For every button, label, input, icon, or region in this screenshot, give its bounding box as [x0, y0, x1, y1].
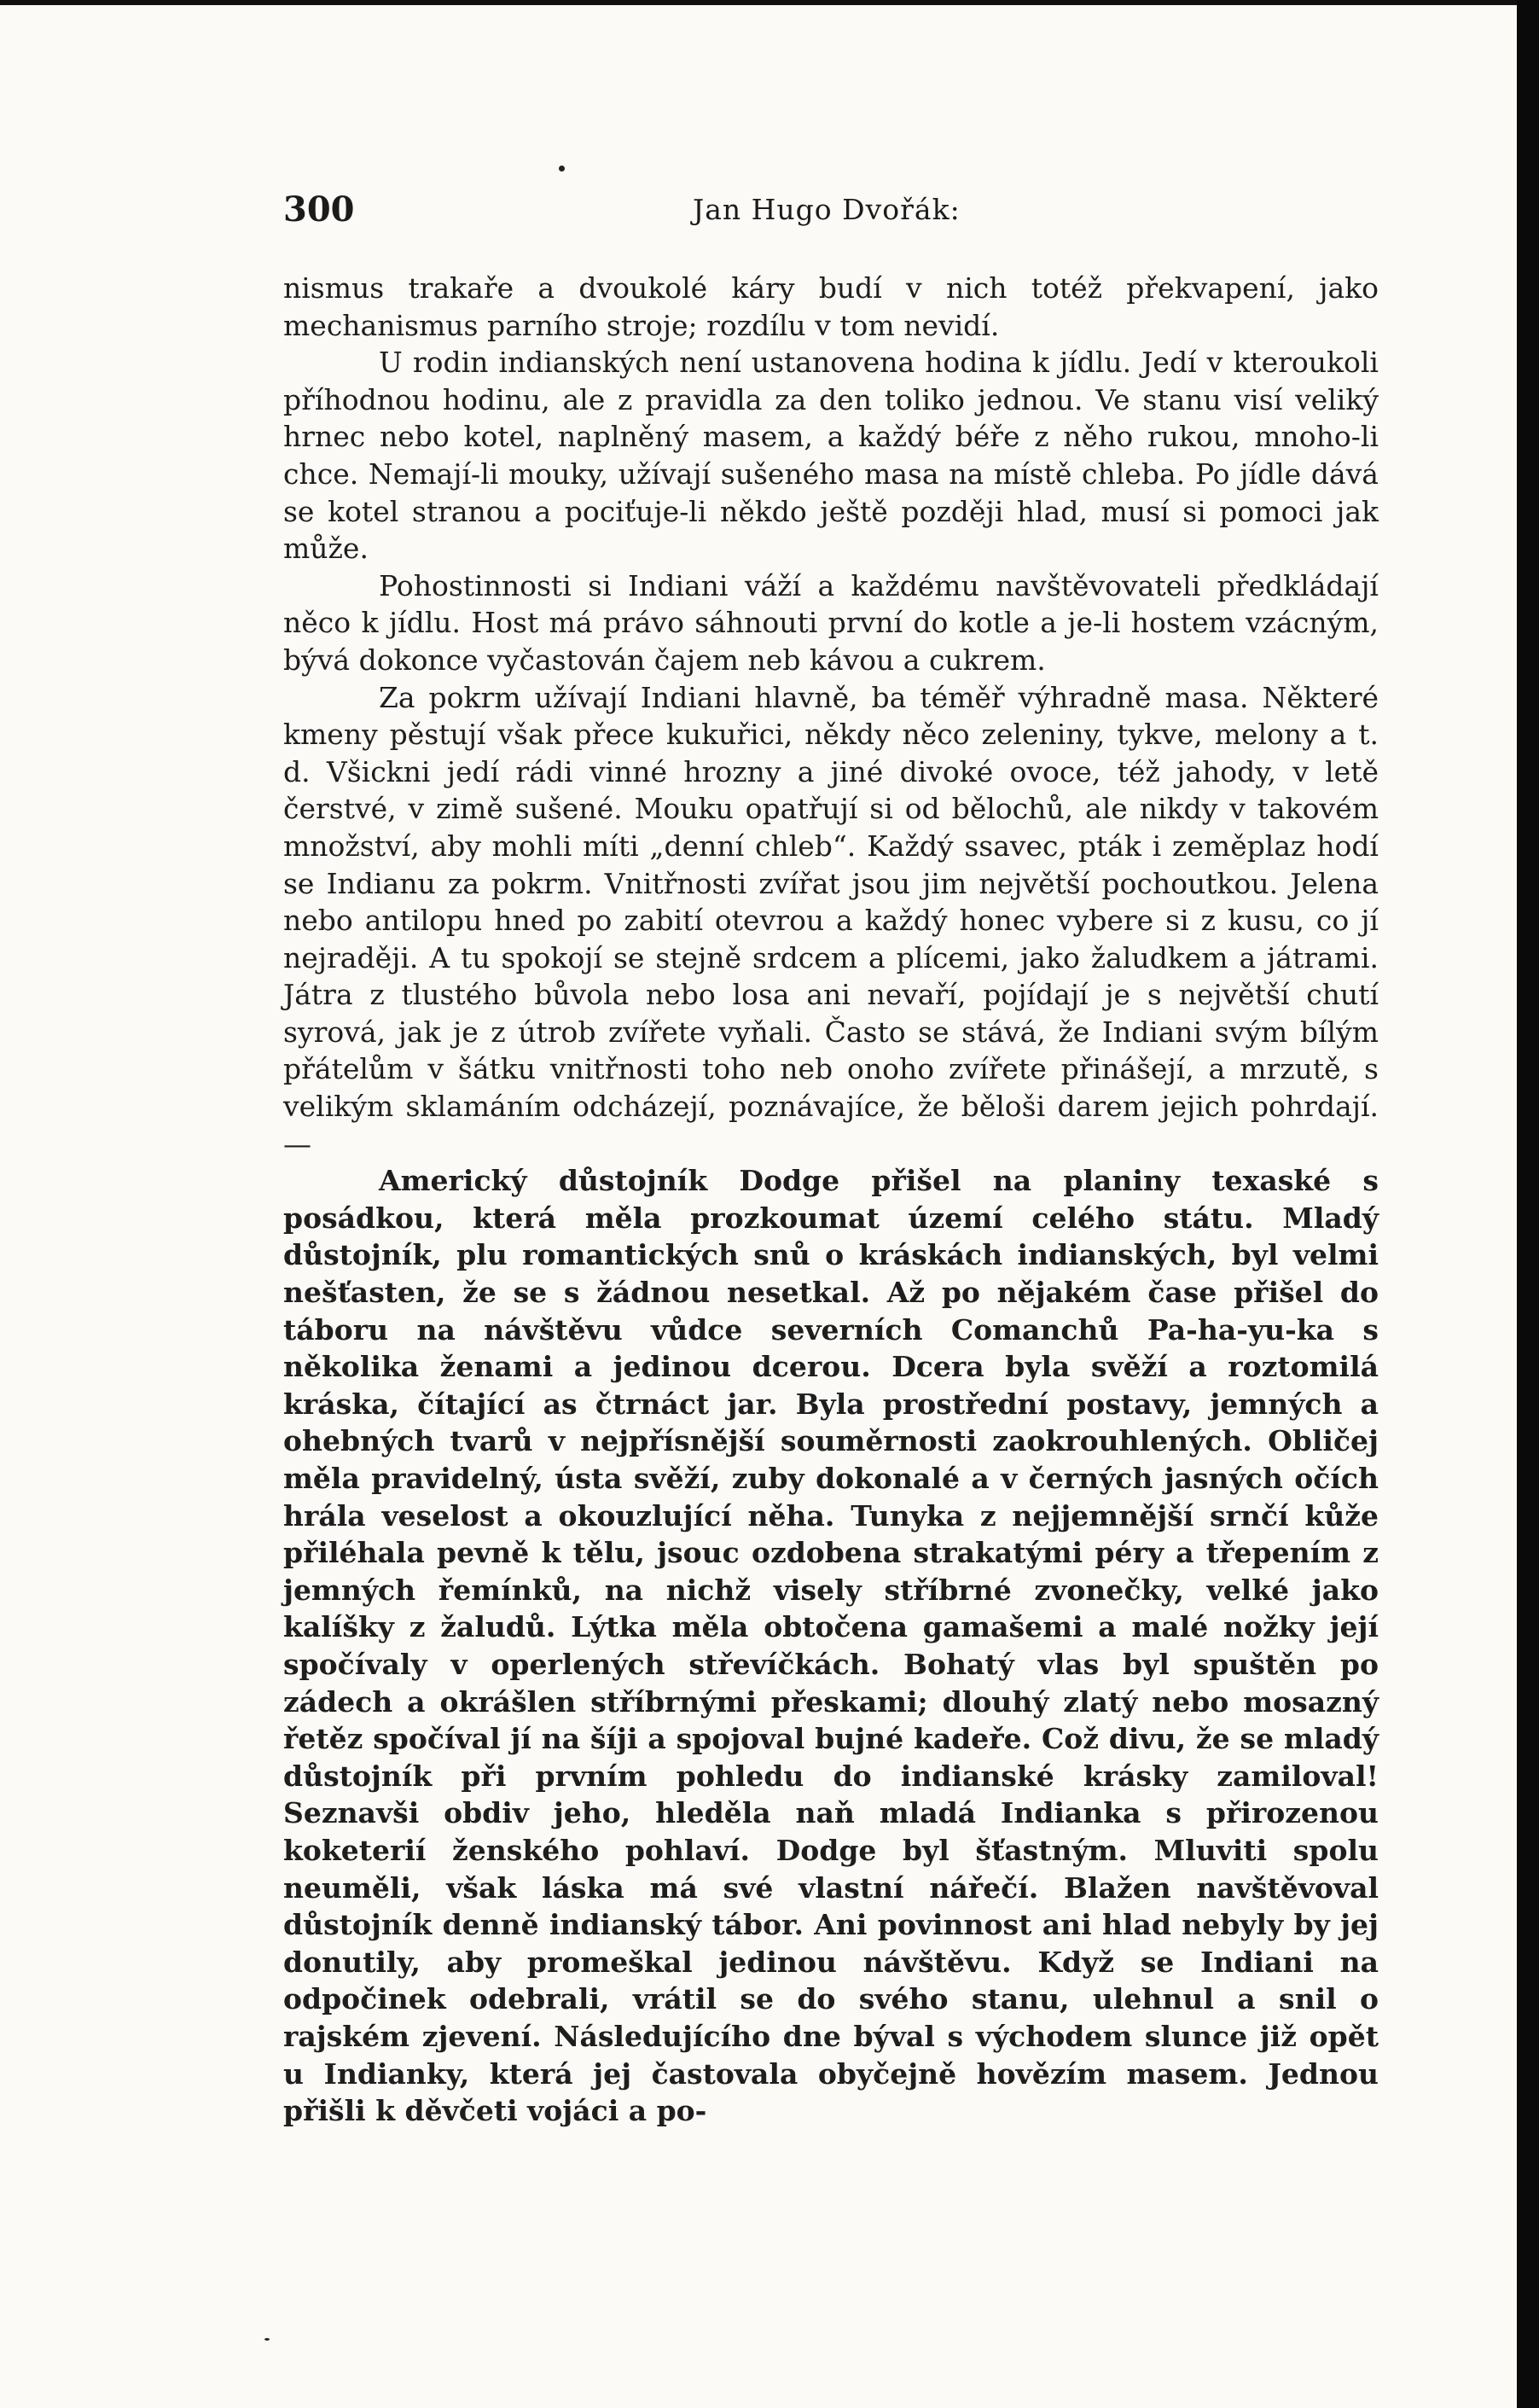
paragraph: Pohostinnosti si Indiani váží a každému navštěvovateli předkládají něco k jídlu. Host má právo sáhnouti první do kotle a je-li hostem vzácným, bývá dokonce vyčastován čajem neb kávou a cukrem.	[283, 568, 1379, 677]
paragraph: Americký důstojník Dodge přišel na planiny texaské s posádkou, která měla prozkoumat území celého státu. Mladý důstojník, plu romantických snů o kráskách indianských, byl velmi nešťasten, že se s žádnou nesetkal. Až po nějakém čase přišel do táboru na návštěvu vůdce severních Comanchů Pa-ha-yu-ka s několika ženami a jedinou dcerou. Dcera byla svěží a roztomilá kráska, čítající as čtrnáct jar. Byla prostřední postavy, jemných a ohebných tvarů v nejpřísnější souměrnosti zaokrouhlených. Obličej měla pravidelný, ústa svěží, zuby dokonalé a v černých jasných očích hrála veselost a okouzlující něha. Tunyka z nejjemnější srnčí kůže přiléhala pevně k tělu, jsouc ozdobena strakatými péry a třepením z jemných řemínků, na nichž visely stříbrné zvonečky, velké jako kalíšky z žaludů. Lýtka měla obtočena gamašemi a malé nožky její spočívaly v operlených střevíčkách. Bohatý vlas byl spuštěn po zádech a okrášlen stříbrnými přeskami; dlouhý zlatý nebo mosazný řetěz spočíval jí na šíji a spojoval bujné kadeře. Což divu, že se mladý důstojník při prvním pohledu do indianské krásky zamiloval! Seznavši obdiv jeho, hleděla naň mladá Indianka s přirozenou koketerií ženského pohlaví. Dodge byl šťastným. Mluviti spolu neuměli, však láska má své vlastní nářečí. Blažen navštěvoval důstojník denně indianský tábor. Ani povinnost ani hlad nebyly by jej donutily, aby promeškal jedinou návštěvu. Když se Indiani na odpočinek odebrali, vrátil se do svého stanu, ulehnul a snil o rajském zjevení. Následujícího dne býval s východem slunce již opět u Indianky, která jej častovala obyčejně hovězím masem. Jednou přišli k děvčeti vojáci a po-	[283, 1164, 1379, 2128]
paragraph: Za pokrm užívají Indiani hlavně, ba téměř výhradně masa. Některé kmeny pěstují však přece kukuřici, někdy něco zeleniny, tykve, melony a t. d. Všickni jedí rádi vinné hrozny a jiné divoké ovoce, též jahody, v letě čerstvé, v zimě sušené. Mouku opatřují si od bělochů, ale nikdy v takovém množství, aby mohli míti „denní chleb“. Každý ssavec, pták i zeměplaz hodí se Indianu za pokrm. Vnitřnosti zvířat jsou jim největší pochoutkou. Jelena nebo antilopu hned po zabití otevrou a každý honec vybere si z kusu, co jí nejraději. A tu spokojí se stejně srdcem a plícemi, jako žaludkem a játrami. Játra z tlustého bůvola nebo losa ani nevaří, pojídají je s největší chutí syrová, jak je z útrob zvířete vyňali. Často se stává, že Indiani svým bílým přátelům v šátku vnitřnosti toho neb onoho zvířete přinášejí, a mrzutě, s velikým sklamáním odcházejí, poznávajíce, že běloši darem jejich pohrdají. —	[283, 680, 1379, 1160]
page-number: 300	[283, 189, 355, 230]
ink-speck	[264, 2338, 270, 2341]
scan-border-top	[0, 0, 1539, 5]
paragraph: nismus trakaře a dvoukolé káry budí v nich totéž překvapení, jako mechanismus parního stroje; rozdílu v tom nevidí.	[283, 271, 1379, 342]
ink-speck	[559, 166, 565, 172]
page-header	[283, 189, 1379, 232]
running-head: Jan Hugo Dvořák:	[693, 193, 961, 226]
body-text	[283, 270, 1379, 2130]
scan-border-right	[1517, 0, 1539, 2408]
paragraph: U rodin indianských není ustanovena hodina k jídlu. Jedí v kteroukoli příhodnou hodinu, ale z pravidla za den toliko jednou. Ve stanu visí veliký hrnec nebo kotel, naplněný masem, a každý béře z něho rukou, mnoho-li chce. Nemají-li mouky, užívají sušeného masa na místě chleba. Po jídle dává se kotel stranou a pociťuje-li někdo ještě později hlad, musí si pomoci jak může.	[283, 346, 1379, 566]
